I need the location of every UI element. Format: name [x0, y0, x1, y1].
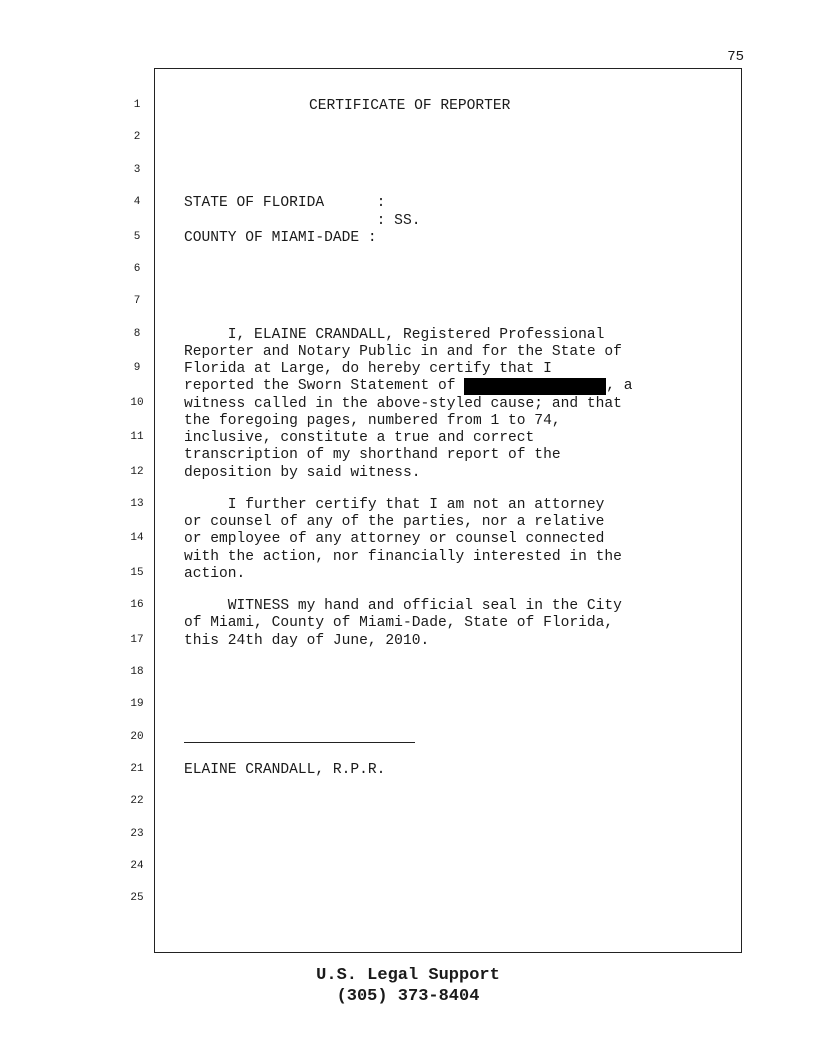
line-number: 16	[130, 599, 144, 611]
line-number: 12	[130, 466, 144, 478]
paragraph-3-line: of Miami, County of Miami-Dade, State of Florida,	[184, 615, 614, 631]
venue-ss: : SS.	[184, 213, 421, 229]
line-number: 5	[133, 231, 141, 243]
paragraph-1-line: Reporter and Notary Public in and for the State of	[184, 344, 622, 360]
paragraph-1-line: witness called in the above-styled cause; and that	[184, 396, 622, 412]
footer-company: U.S. Legal Support	[316, 966, 500, 985]
paragraph-1-line: deposition by said witness.	[184, 465, 421, 481]
line-number: 15	[130, 567, 144, 579]
line-number: 3	[133, 164, 141, 176]
line-number: 9	[133, 362, 141, 374]
paragraph-2-line: or counsel of any of the parties, nor a relative	[184, 514, 605, 530]
line-number: 20	[130, 731, 144, 743]
line-number: 21	[130, 763, 144, 775]
paragraph-2-line: or employee of any attorney or counsel connected	[184, 531, 605, 547]
line-number: 1	[133, 99, 141, 111]
line-number: 23	[130, 828, 144, 840]
venue-county: COUNTY OF MIAMI-DADE :	[184, 230, 377, 246]
line-number: 10	[130, 397, 144, 409]
certificate-title: CERTIFICATE OF REPORTER	[309, 98, 511, 114]
line-number: 4	[133, 196, 141, 208]
line-number: 11	[130, 431, 144, 443]
paragraph-1-line: I, ELAINE CRANDALL, Registered Professional	[184, 327, 605, 343]
line-number: 17	[130, 634, 144, 646]
paragraph-2-line: with the action, nor financially interested in the	[184, 549, 622, 565]
footer-phone: (305) 373-8404	[336, 987, 480, 1006]
page-number: 75	[727, 49, 744, 65]
paragraph-3-line: WITNESS my hand and official seal in the City	[184, 598, 622, 614]
line-number: 8	[133, 328, 141, 340]
line-number: 6	[133, 263, 141, 275]
paragraph-1-line-redacted	[184, 378, 633, 395]
venue-state: STATE OF FLORIDA :	[184, 195, 386, 211]
paragraph-2-line: action.	[184, 566, 246, 582]
line-number: 18	[130, 666, 144, 678]
line-number: 7	[133, 295, 141, 307]
signature-name: ELAINE CRANDALL, R.P.R.	[184, 762, 386, 778]
line-number: 14	[130, 532, 144, 544]
line-number: 24	[130, 860, 144, 872]
paragraph-1-text: reported the Sworn Statement of	[184, 378, 465, 394]
paragraph-1-text: , a	[606, 378, 633, 394]
paragraph-2-line: I further certify that I am not an attorney	[184, 497, 605, 513]
redaction-bar	[464, 378, 606, 395]
line-number: 19	[130, 698, 144, 710]
line-number: 25	[130, 892, 144, 904]
paragraph-1-line: transcription of my shorthand report of the	[184, 447, 561, 463]
paragraph-1-line: Florida at Large, do hereby certify that I	[184, 361, 552, 377]
signature-line	[184, 742, 415, 743]
paragraph-1-line: the foregoing pages, numbered from 1 to 74,	[184, 413, 561, 429]
paragraph-3-line: this 24th day of June, 2010.	[184, 633, 430, 649]
paragraph-1-line: inclusive, constitute a true and correct	[184, 430, 535, 446]
line-number: 13	[130, 498, 144, 510]
line-number: 22	[130, 795, 144, 807]
line-number: 2	[133, 131, 141, 143]
